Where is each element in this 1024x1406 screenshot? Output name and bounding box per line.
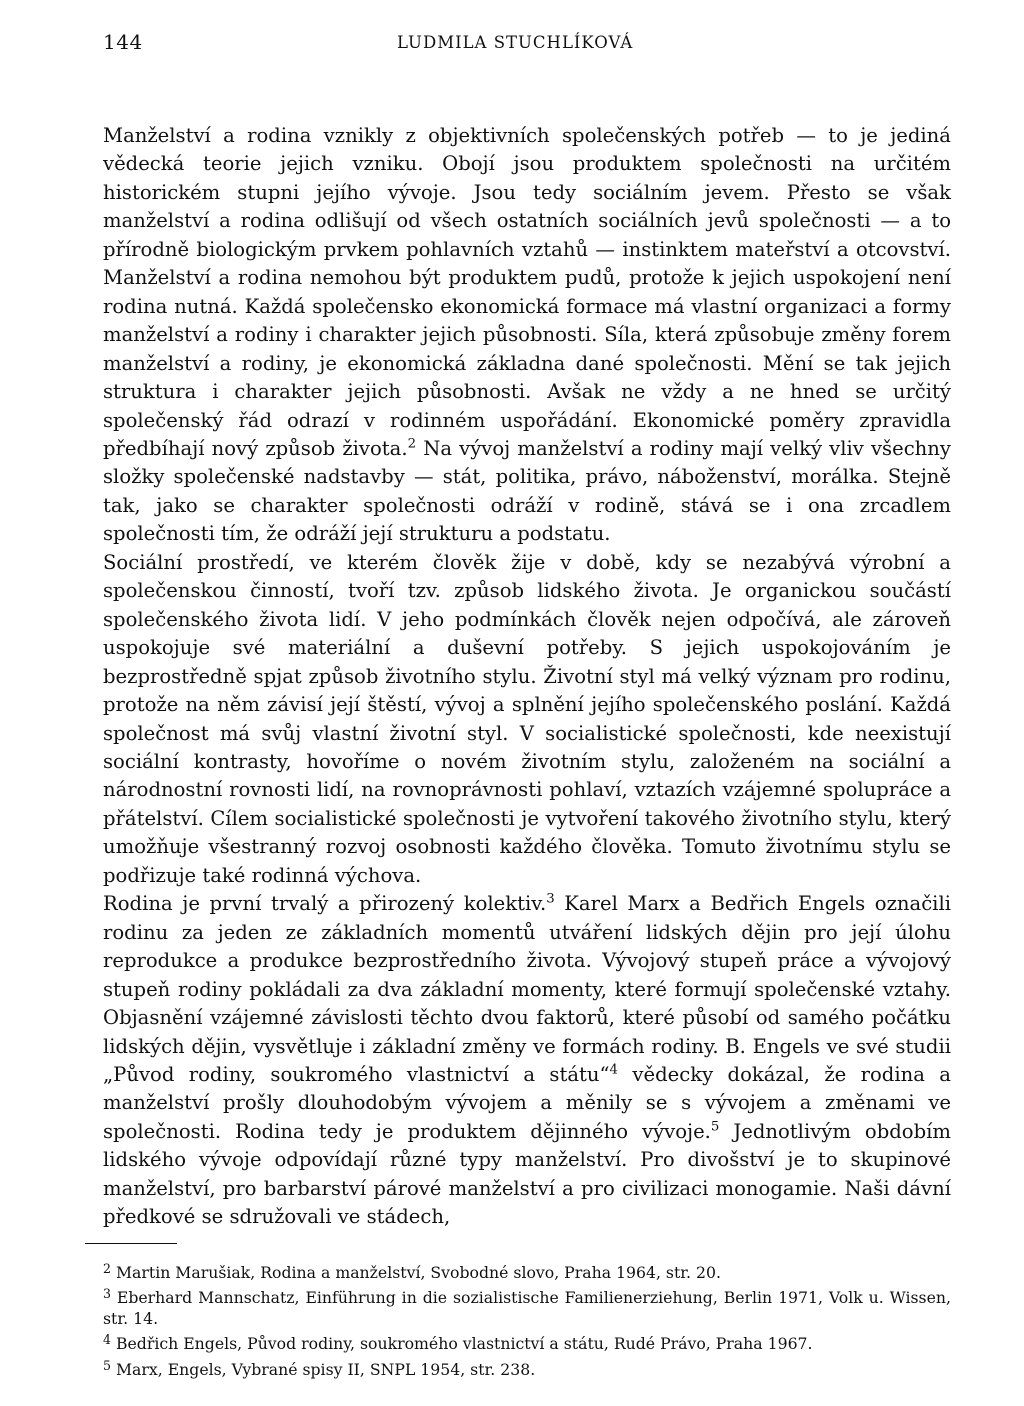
footnote-divider [85, 1243, 177, 1244]
paragraph-text: Karel Marx a Bedřich Engels označili rodinu za jeden ze základních momentů utváření lidských dějin pro její úlohu reprodukce a produkce bezprostředního života. Vývojový stupeň práce a vývojový stupeň rodiny pokládali za dva základní momenty, které formují společenské vztahy. Objasnění vzájemné závislosti těchto dvou faktorů, které působí od samého počátku lidských dějin, vysvětluje i základní změny ve formách rodiny. B. Engels ve své studii „Původ rodiny, soukromého vlastnictví a státu“ [103, 892, 951, 1086]
footnote-number: 3 [103, 1285, 111, 1301]
footnote [103, 1283, 951, 1329]
footnote-reference: 3 [546, 891, 555, 907]
footnote-reference: 4 [609, 1062, 619, 1078]
paragraph-text: Sociální prostředí, ve kterém člověk žije v době, kdy se nezabývá výrobní a společenskou činností, tvoří tzv. způsob lidského života. Je organickou součástí společenského života lidí. V jeho podmínkách člověk nejen odpočívá, ale zároveň uspokojuje své materiální a duševní potřeby. S jejich uspokojováním je bezprostředně spjat způsob životního stylu. Životní styl má velký význam pro rodinu, protože na něm závisí její štěstí, vývoj a splnění jejího společenského poslání. Každá společnost má svůj vlastní životní styl. V socialistické společnosti, kde neexistují sociální kontrasty, hovoříme o novém životním stylu, založeném na sociální a národnostní rovnosti lidí, na rovnoprávnosti pohlaví, vztazích vzájemné spolupráce a přátelství. Cílem socialistické společnosti je vytvoření takového životního stylu, který umožňuje všestranný rozvoj osobnosti každého člověka. Tomuto životnímu stylu se podřizuje také rodinná výchova. [103, 550, 951, 887]
footnote-text: Eberhard Mannschatz, Einführung in die sozialistische Familienerziehung, Berlin 1971, Volk u. Wissen, str. 14. [103, 1287, 951, 1329]
footnote-number: 2 [103, 1260, 111, 1276]
footnote-reference: 5 [710, 1119, 720, 1135]
paragraph [103, 890, 951, 1231]
main-text [103, 122, 951, 1232]
paragraph-text: Manželství a rodina vznikly z objektivních společenských potřeb — to je jediná vědecká teorie jejich vzniku. Obojí jsou produktem společnosti na určitém historickém stupni jejího vývoje. Jsou tedy sociálním jevem. Přesto se však manželství a rodina odlišují od všech ostatních sociálních jevů společnosti — a to přírodně biologickým prvkem pohlavních vztahů — instinktem mateřství a otcovství. Manželství a rodina nemohou být produktem pudů, protože k jejich uspokojení není rodina nutná. Každá společensko ekonomická formace má vlastní organizaci a formy manželství a rodiny i charakter jejich působnosti. Síla, která způsobuje změny forem manželství a rodiny, je ekonomická základna dané společnosti. Mění se tak jejich struktura i charakter jejich působnosti. Avšak ne vždy a ne hned se určitý společenský řád odrazí v rodinném uspořádání. Ekonomické poměry zpravidla předbíhají nový způsob života. [103, 124, 951, 460]
book-page [103, 30, 951, 1380]
footnote-number: 4 [103, 1332, 111, 1348]
paragraph-text: Rodina je první trvalý a přirozený kolektiv. [103, 892, 547, 916]
footnote-text: Martin Marušiak, Rodina a manželství, Svobodné slovo, Praha 1964, str. 20. [115, 1262, 721, 1282]
paragraph-text: Na vývoj manželství a rodiny mají velký vliv všechny složky společenské nadstavby — stát, politika, právo, náboženství, morálka. Stejně tak, jako se charakter společnosti odráží v rodině, stává se i ona zrcadlem společnosti tím, že odráží její strukturu a podstatu. [103, 436, 951, 546]
footnote [103, 1258, 951, 1283]
footnote-number: 5 [103, 1357, 111, 1373]
paragraph [103, 122, 951, 549]
running-head-author: LUDMILA STUCHLÍKOVÁ [397, 33, 634, 52]
footnote-text: Bedřich Engels, Původ rodiny, soukromého vlastnictví a státu, Rudé Právo, Praha 1967. [115, 1334, 813, 1354]
paragraph-text: Jednotlivým obdobím lidského vývoje odpovídají různé typy manželství. Pro divošství je to skupinové manželství, pro barbarství párové manželství a pro civilizaci monogamie. Naši dávní předkové se sdružovali ve stádech, [103, 1119, 951, 1229]
page-header [103, 30, 951, 64]
footnote [103, 1355, 951, 1380]
paragraph [103, 549, 951, 890]
footnotes [103, 1258, 951, 1380]
footnote-reference: 2 [407, 436, 417, 452]
paragraph-text: vědecky dokázal, že rodina a manželství prošly dlouhodobým vývojem a měnily se s vývojem a změnami ve společnosti. Rodina tedy je produktem dějinného vývoje. [103, 1062, 951, 1143]
footnote-text: Marx, Engels, Vybrané spisy II, SNPL 1954, str. 238. [115, 1359, 536, 1379]
footnote [103, 1329, 951, 1354]
page-number: 144 [103, 30, 143, 54]
